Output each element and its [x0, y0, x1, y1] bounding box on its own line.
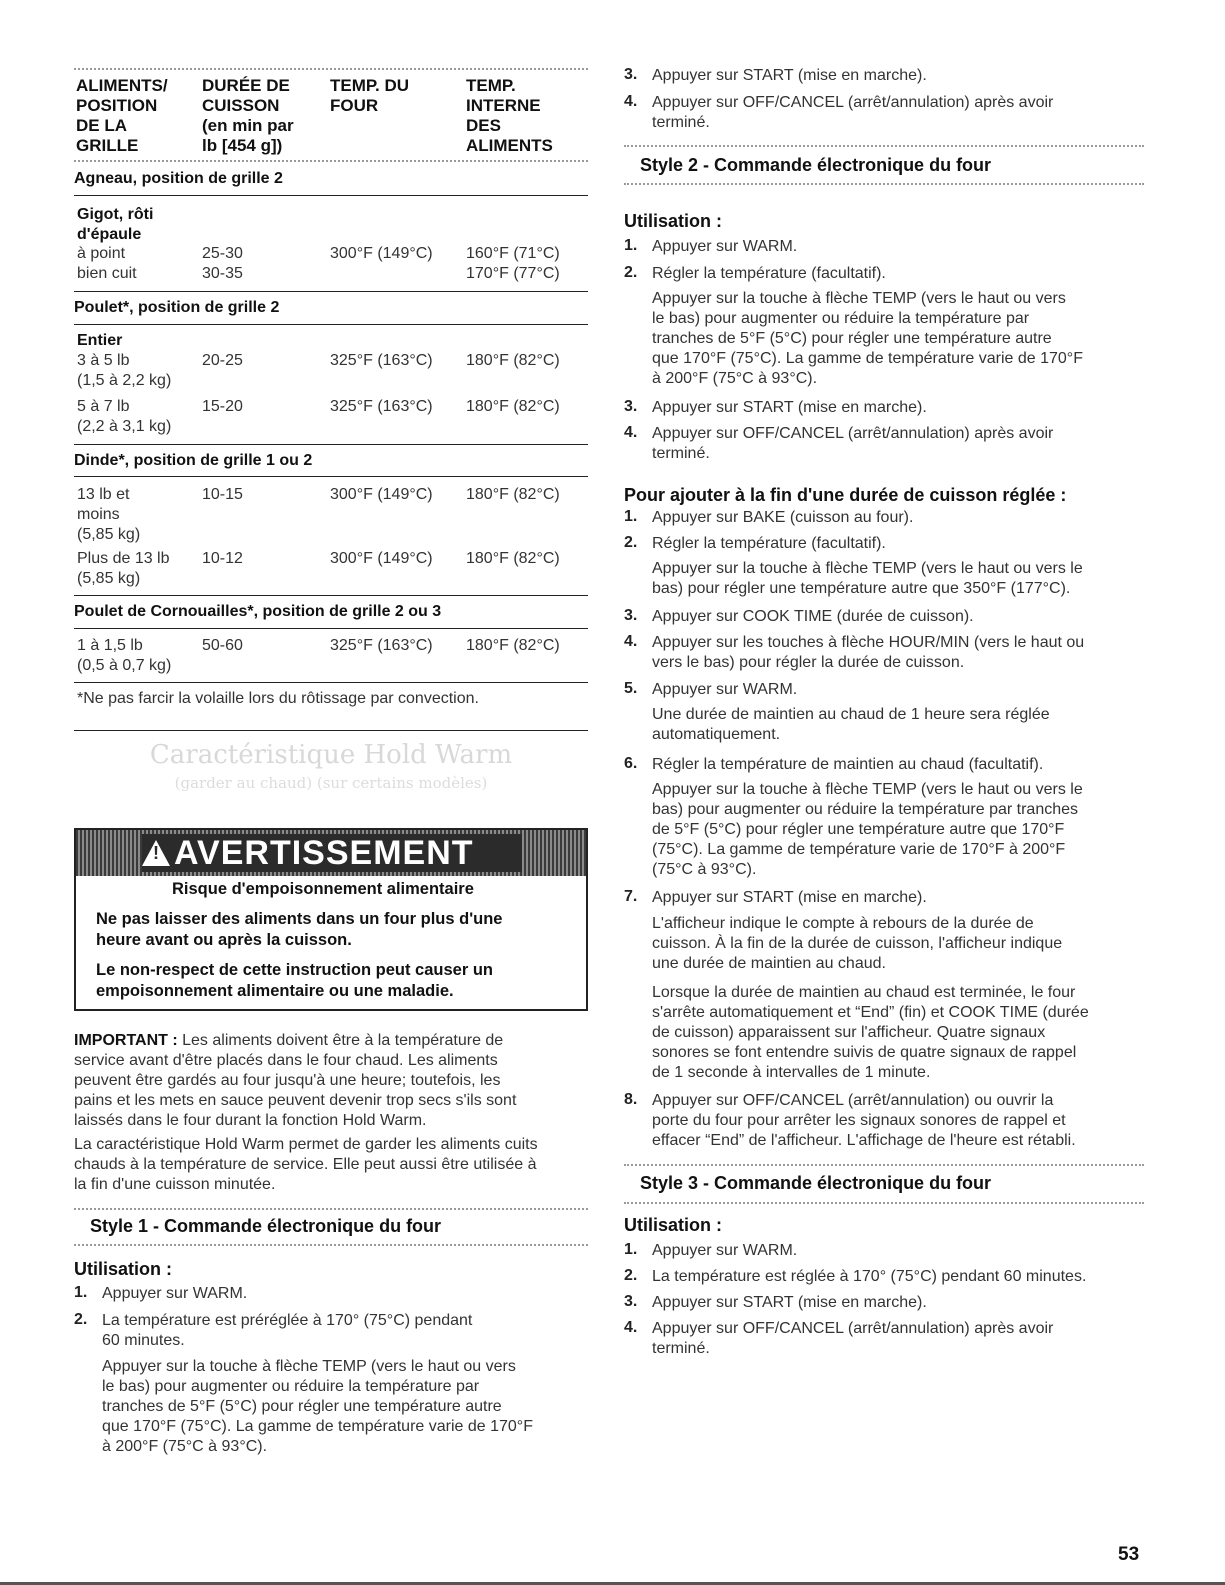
step-number: 2.: [74, 1311, 88, 1328]
table-row: bien cuit: [77, 265, 137, 282]
right-column: [624, 0, 1144, 1585]
cell-time: 10-12: [202, 550, 243, 567]
step-text: Régler la température de maintien au chaud (facultatif).: [652, 756, 1044, 773]
separator: [624, 183, 1144, 185]
header-col-oven-temp: TEMP. DU FOUR: [330, 76, 410, 115]
table-footnote: *Ne pas farcir la volaille lors du rôtissage par convection.: [77, 690, 479, 707]
step-text: Appuyer sur BAKE (cuisson au four).: [652, 509, 914, 526]
step-text: Régler la température (facultatif).: [652, 265, 886, 282]
add-title: Pour ajouter à la fin d'une durée de cuisson réglée :: [624, 485, 1067, 505]
left-column: [74, 0, 588, 1585]
step-note: L'afficheur indique le compte à rebours de la durée de cuisson. À la fin de la durée de cuisson, l'afficheur indique une durée de maintien au chaud.: [652, 915, 1063, 972]
rule: [74, 682, 588, 683]
step-text: Appuyer sur WARM.: [102, 1285, 248, 1302]
cell-internal: 180°F (82°C): [466, 398, 560, 415]
step-text: Appuyer sur WARM.: [652, 681, 798, 698]
rule: [74, 628, 588, 629]
step-text: Appuyer sur OFF/CANCEL (arrêt/annulation) après avoir terminé.: [652, 425, 1054, 462]
table-top-separator: [74, 68, 588, 70]
warning-banner: [76, 830, 586, 876]
step-text: Appuyer sur OFF/CANCEL (arrêt/annulation) ou ouvrir la porte du four pour arrêter les signaux sonores de rappel et effacer “End” de l'afficheur. L'affichage de l'heure est rétabli.: [652, 1092, 1076, 1149]
step-text: Appuyer sur COOK TIME (durée de cuisson).: [652, 608, 974, 625]
cell-oven: 300°F (149°C): [330, 486, 433, 503]
step-number: 3.: [624, 398, 638, 415]
step-note: Une durée de maintien au chaud de 1 heure sera réglée automatiquement.: [652, 706, 1050, 743]
step-number: 2.: [624, 534, 638, 551]
header-col-internal-temp: TEMP. INTERNE DES ALIMENTS: [466, 76, 553, 155]
step-note: Appuyer sur la touche à flèche TEMP (vers le haut ou vers le bas) pour augmenter ou réduire la température par tranches de 5°F (5°C) pour régler une température autre que 170°F (75°C). La gamme de température varie de 170°F à 200°F (75°C à 93°C).: [102, 1358, 533, 1455]
cell-oven: 325°F (163°C): [330, 352, 433, 369]
cell-time: 50-60: [202, 637, 243, 654]
step-number: 1.: [624, 237, 638, 254]
step-note: Appuyer sur la touche à flèche TEMP (vers le haut ou vers le bas) pour augmenter ou réduire la température par tranches de 5°F (5°C) pour régler une température autre que 170°F (75°C). La gamme de température varie de 170°F à 200°F (75°C à 93°C).: [652, 781, 1083, 878]
style3-util: Utilisation :: [624, 1215, 722, 1235]
warning-title: !AVERTISSEMENT: [142, 834, 522, 872]
step-number: 3.: [624, 66, 638, 83]
step-number: 4.: [624, 1319, 638, 1336]
table-row: 3 à 5 lb (1,5 à 2,2 kg): [77, 352, 172, 389]
step-text: La température est réglée à 170° (75°C) pendant 60 minutes.: [652, 1268, 1087, 1285]
cell-time: 15-20: [202, 398, 243, 415]
step-number: 2.: [624, 1267, 638, 1284]
step-text: Régler la température (facultatif).: [652, 535, 886, 552]
warning-line-2: Le non-respect de cette instruction peut causer un empoisonnement alimentaire ou une maladie.: [96, 961, 493, 1000]
rule: [74, 595, 588, 596]
rule: [74, 291, 588, 292]
section-chicken: Poulet*, position de grille 2: [74, 299, 280, 316]
separator: [624, 1202, 1144, 1204]
chicken-item: Entier: [77, 332, 123, 349]
section-turkey: Dinde*, position de grille 1 ou 2: [74, 452, 313, 469]
warning-line-1: Ne pas laisser des aliments dans un four plus d'une heure avant ou après la cuisson.: [96, 910, 503, 949]
step-text: Appuyer sur OFF/CANCEL (arrêt/annulation) après avoir terminé.: [652, 1320, 1054, 1357]
step-number: 5.: [624, 680, 638, 697]
cell-time: 20-25: [202, 352, 243, 369]
style2-title: Style 2 - Commande électronique du four: [640, 155, 992, 175]
rule: [74, 476, 588, 477]
step-number: 3.: [624, 607, 638, 624]
step-number: 1.: [74, 1284, 88, 1301]
section-cornish-hen: Poulet de Cornouailles*, position de grille 2 ou 3: [74, 603, 442, 620]
step-text: Appuyer sur OFF/CANCEL (arrêt/annulation) après avoir terminé.: [652, 94, 1054, 131]
header-col-time: DURÉE DE CUISSON (en min par lb [454 g]): [202, 76, 294, 155]
step-text: Appuyer sur START (mise en marche).: [652, 67, 927, 84]
cell-internal: 160°F (71°C): [466, 245, 560, 262]
warning-icon: [142, 840, 170, 866]
step-note: Lorsque la durée de maintien au chaud est terminée, le four s'arrête automatiquement et “End” (fin) et COOK TIME (durée de cuisson) apparaissent sur l'afficheur. Quatre signaux sonores se font entendre suivis de quatre signaux de rappel de 1 seconde à intervalles de 1 minute.: [652, 984, 1089, 1081]
table-row: à point: [77, 245, 126, 262]
style3-title: Style 3 - Commande électronique du four: [640, 1173, 992, 1193]
rule: [74, 195, 588, 196]
step-number: 4.: [624, 633, 638, 650]
cell-internal: 180°F (82°C): [466, 637, 560, 654]
important-paragraph: IMPORTANT : Les aliments doivent être à la température de service avant d'être placés dans le four chaud. Les aliments peuvent être gardés au four jusqu'à une heure; toutefois, les pains et les mets en sauce peuvent devenir trop secs s'ils sont laissés dans le four durant la fonction Hold Warm.: [74, 1032, 517, 1129]
rule: [74, 730, 588, 731]
step-text: Appuyer sur START (mise en marche).: [652, 1294, 927, 1311]
step-note: Appuyer sur la touche à flèche TEMP (vers le haut ou vers le bas) pour régler une température autre que 350°F (177°C).: [652, 560, 1083, 597]
warning-heading: Risque d'empoisonnement alimentaire: [172, 880, 474, 898]
step-text: Appuyer sur START (mise en marche).: [652, 399, 927, 416]
step-text: Appuyer sur les touches à flèche HOUR/MIN (vers le haut ou vers le bas) pour régler la durée de cuisson.: [652, 634, 1085, 671]
cell-time: 25-30: [202, 245, 243, 262]
intro-paragraph: La caractéristique Hold Warm permet de garder les aliments cuits chauds à la température de service. Elle peut aussi être utilisée à la fin d'une cuisson minutée.: [74, 1136, 538, 1193]
page-number: 53: [1118, 1544, 1140, 1565]
style1-title: Style 1 - Commande électronique du four: [90, 1216, 442, 1236]
step-number: 4.: [624, 424, 638, 441]
separator: [624, 145, 1144, 147]
cell-oven: 300°F (149°C): [330, 550, 433, 567]
cell-time: 10-15: [202, 486, 243, 503]
step-number: 7.: [624, 888, 638, 905]
table-header-separator: [74, 160, 588, 162]
step-text: La température est préréglée à 170° (75°C) pendant 60 minutes.: [102, 1312, 473, 1349]
step-number: 8.: [624, 1091, 638, 1108]
cell-oven: 325°F (163°C): [330, 637, 433, 654]
table-row: 13 lb et moins (5,85 kg): [77, 486, 141, 543]
header-col-food: ALIMENTS/ POSITION DE LA GRILLE: [76, 76, 168, 155]
step-text: Appuyer sur START (mise en marche).: [652, 889, 927, 906]
step-number: 2.: [624, 264, 638, 281]
cell-internal: 170°F (77°C): [466, 265, 560, 282]
separator: [74, 1244, 588, 1246]
lamb-item: Gigot, rôti d'épaule: [77, 206, 154, 243]
step-number: 4.: [624, 93, 638, 110]
cell-internal: 180°F (82°C): [466, 550, 560, 567]
table-row: 5 à 7 lb (2,2 à 3,1 kg): [77, 398, 172, 435]
step-number: 3.: [624, 1293, 638, 1310]
section-lamb: Agneau, position de grille 2: [74, 170, 283, 187]
table-row: 1 à 1,5 lb (0,5 à 0,7 kg): [77, 637, 172, 674]
section-subtitle: (garder au chaud) (sur certains modèles): [174, 774, 488, 792]
step-number: 1.: [624, 508, 638, 525]
cell-time: 30-35: [202, 265, 243, 282]
cell-oven: 300°F (149°C): [330, 245, 433, 262]
step-text: Appuyer sur WARM.: [652, 1242, 798, 1259]
rule: [74, 324, 588, 325]
warning-box: [74, 828, 588, 1011]
step-number: 1.: [624, 1241, 638, 1258]
table-row: Plus de 13 lb (5,85 kg): [77, 550, 170, 587]
separator: [74, 1208, 588, 1210]
cell-internal: 180°F (82°C): [466, 486, 560, 503]
rule: [74, 444, 588, 445]
step-note: Appuyer sur la touche à flèche TEMP (vers le haut ou vers le bas) pour augmenter ou réduire la température par tranches de 5°F (5°C) pour régler une température autre que 170°F (75°C). La gamme de température varie de 170°F à 200°F (75°C à 93°C).: [652, 290, 1083, 387]
separator: [624, 1164, 1144, 1166]
step-number: 6.: [624, 755, 638, 772]
cell-oven: 325°F (163°C): [330, 398, 433, 415]
cell-internal: 180°F (82°C): [466, 352, 560, 369]
style2-util: Utilisation :: [624, 211, 722, 231]
style1-util: Utilisation :: [74, 1259, 172, 1279]
section-title: Caractéristique Hold Warm: [149, 740, 513, 770]
step-text: Appuyer sur WARM.: [652, 238, 798, 255]
